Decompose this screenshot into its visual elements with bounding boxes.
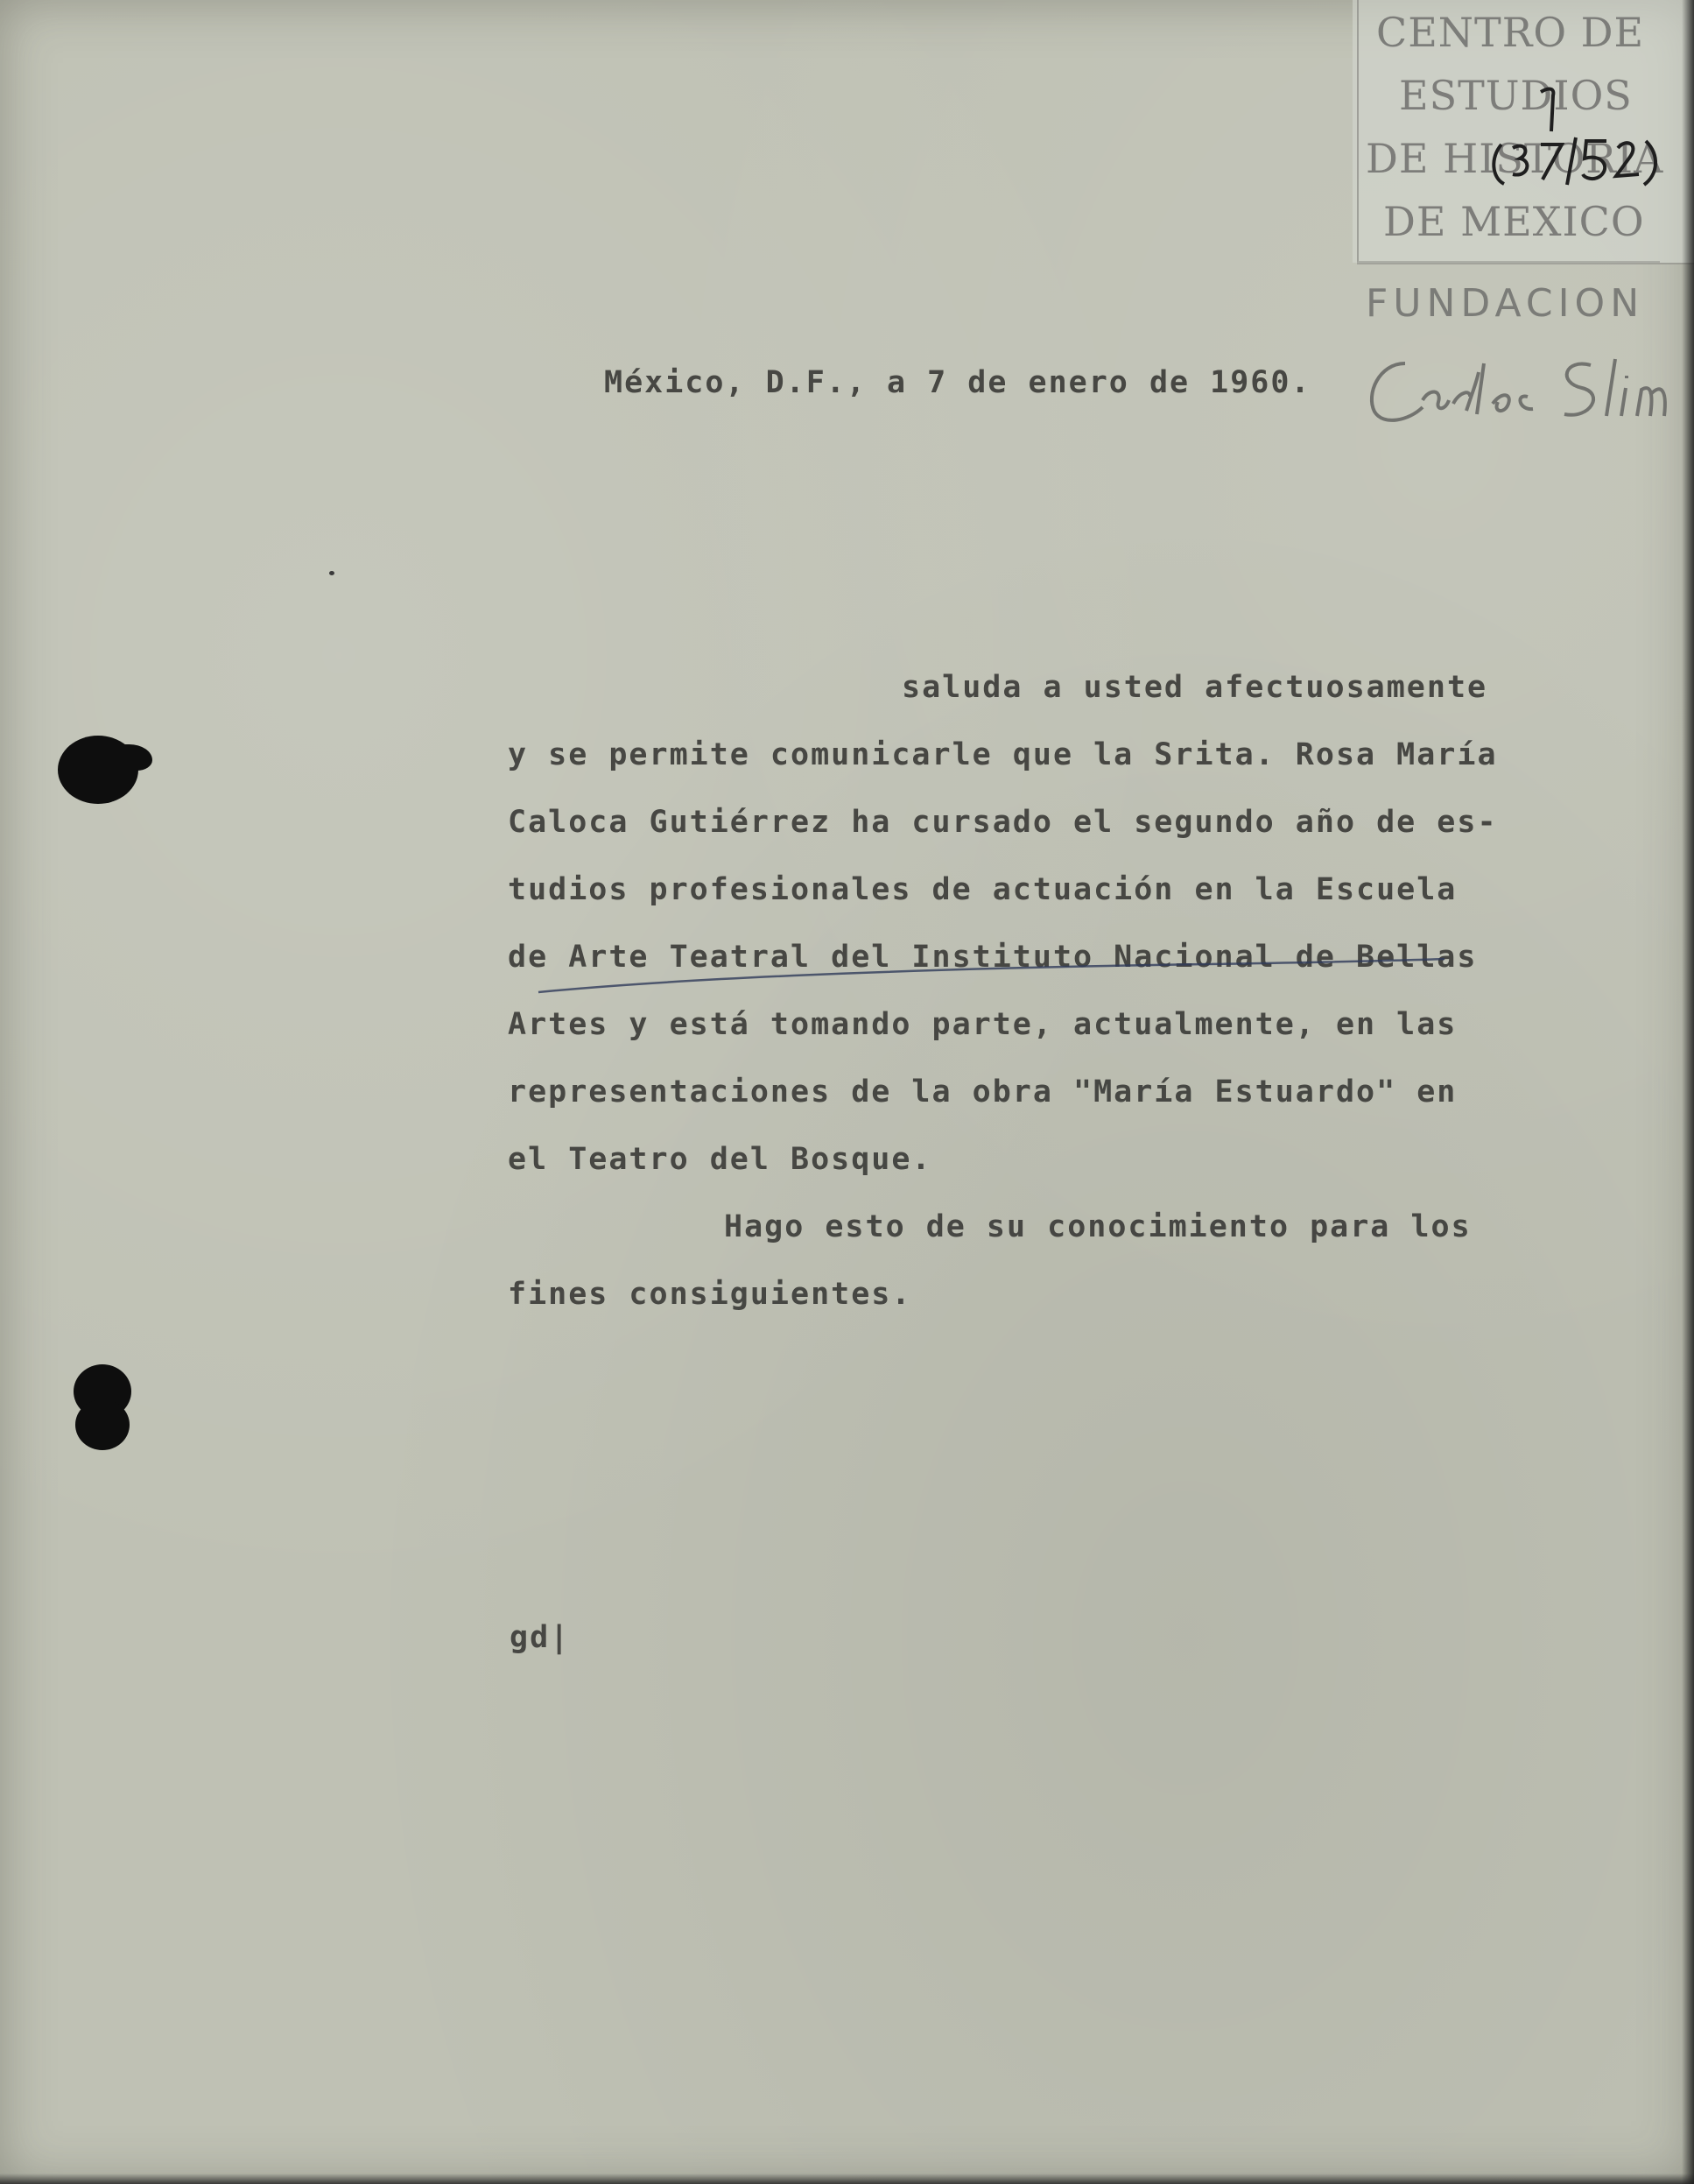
body-line-6: Artes y está tomando parte, actualmente, en las [508, 1007, 1458, 1042]
body-line-1: saluda a usted afectuosamente [902, 670, 1488, 705]
body-line-2: y se permite comunicarle que la Srita. Rosa María [508, 737, 1498, 772]
handwritten-folio-number [1480, 83, 1663, 188]
body-line-5: de Arte Teatral del Instituto Nacional de Bellas [508, 940, 1478, 975]
body-line-3: Caloca Gutiérrez ha cursado el segundo año de es- [508, 805, 1498, 840]
closing-line-2: fines consiguientes. [508, 1277, 912, 1312]
closing-line-1: Hago esto de su conocimiento para los [724, 1209, 1472, 1244]
stamp-line-4: DE MEXICO [1383, 198, 1645, 245]
typist-initials: gd| [510, 1620, 571, 1655]
stamp-line-2: ESTUDIOS [1399, 72, 1633, 119]
stamp-line-1: CENTRO DE [1376, 9, 1645, 56]
punch-hole-bottom-lower [75, 1399, 130, 1450]
page-edge-right [1682, 0, 1694, 2184]
page-edge-bottom [0, 2173, 1694, 2184]
stamp-divider [1357, 263, 1694, 264]
date-line: México, D.F., a 7 de enero de 1960. [604, 365, 1311, 400]
body-line-8: el Teatro del Bosque. [508, 1142, 932, 1177]
body-line-4: tudios profesionales de actuación en la Escuela [508, 872, 1458, 907]
stamp-line-3: DE HISTORIA [1366, 135, 1664, 182]
ink-speck [329, 571, 334, 575]
body-line-7: representaciones de la obra "María Estuardo" en [508, 1074, 1458, 1110]
punch-hole-top-tear [114, 744, 152, 771]
stamp-foundation: FUNDACION [1366, 281, 1645, 326]
pen-underline [525, 950, 1453, 1003]
carlos-slim-signature-logo [1361, 346, 1690, 429]
